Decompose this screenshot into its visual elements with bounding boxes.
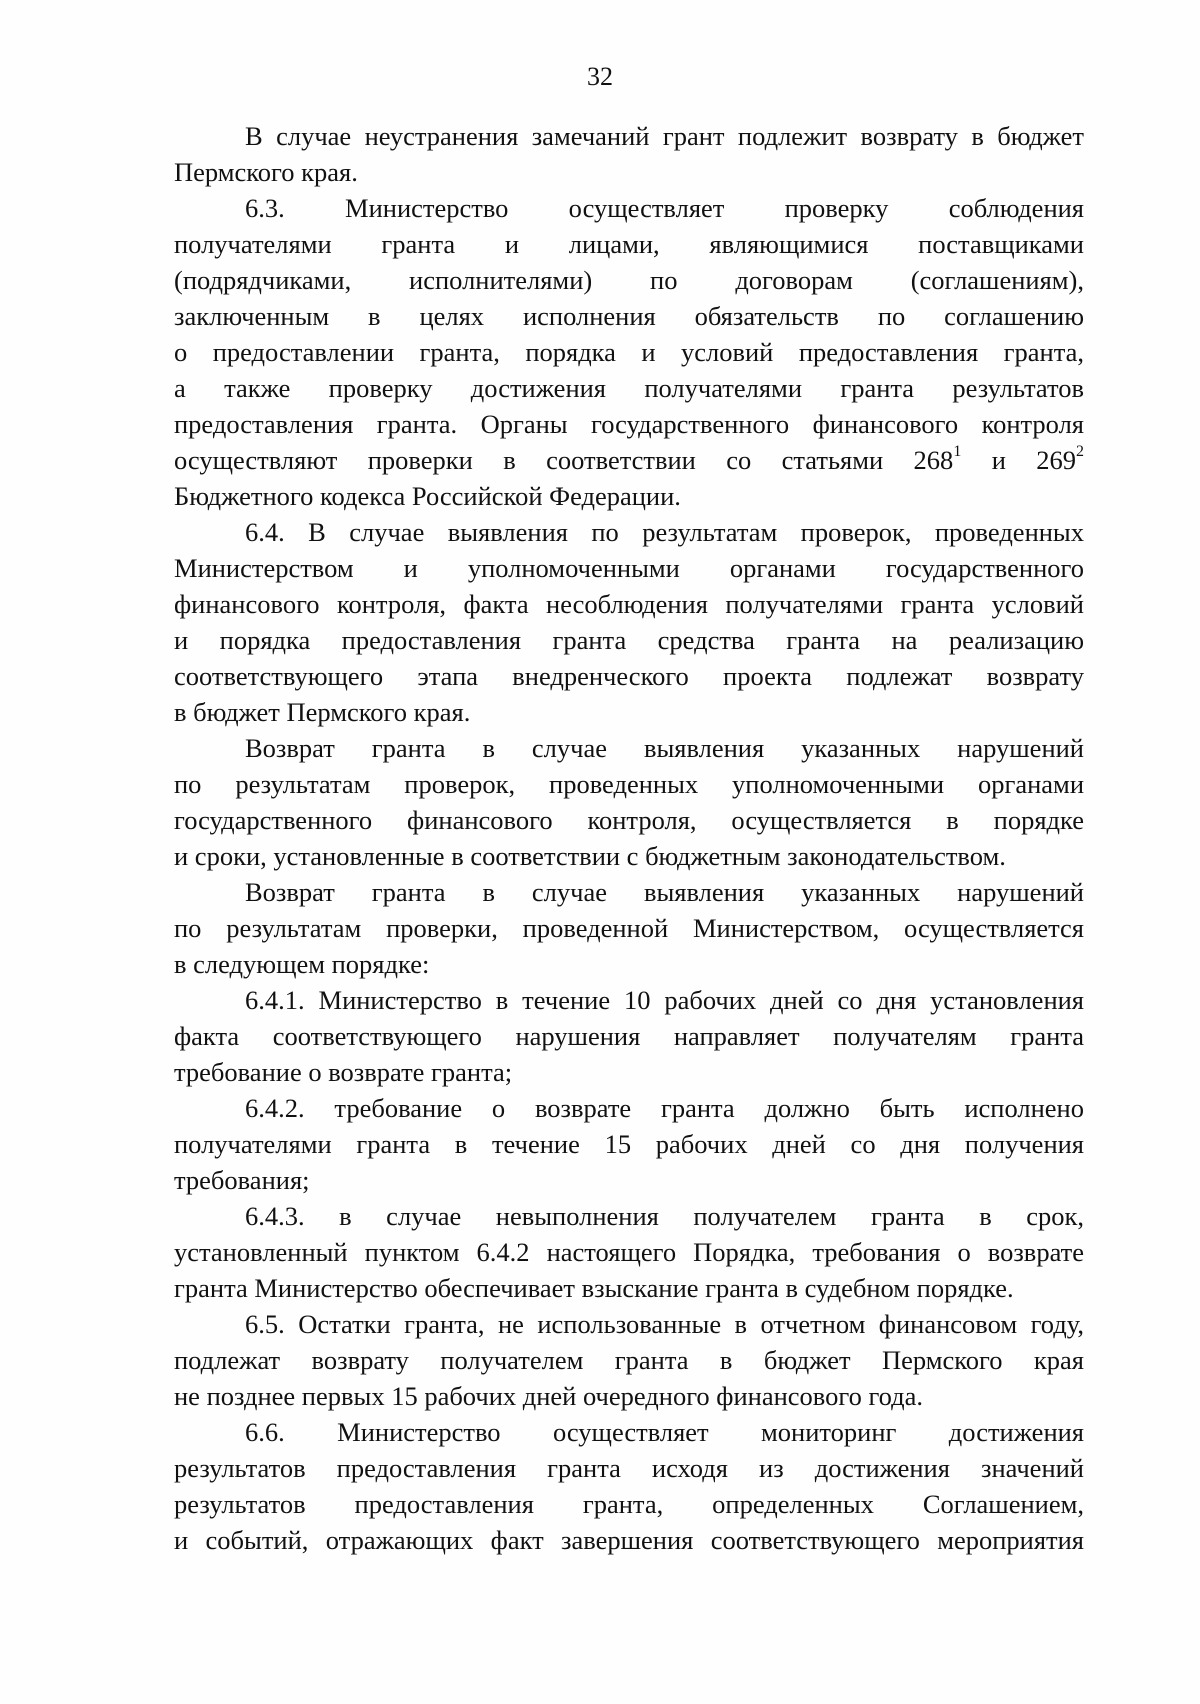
text-line-with-superscripts: [174, 442, 1084, 478]
text-line: по результатам проверок, проведенных уполномоченными органами: [174, 769, 1084, 799]
paragraph: [174, 730, 1084, 874]
paragraph: [174, 514, 1084, 730]
text-line: государственного финансового контроля, осуществляется в порядке: [174, 805, 1084, 835]
superscript: 2: [1076, 443, 1085, 461]
paragraph: [174, 874, 1084, 982]
text-line: результатов предоставления гранта, определенных Соглашением,: [174, 1489, 1084, 1519]
paragraph: [174, 1090, 1084, 1198]
text-line: требования;: [174, 1165, 310, 1195]
text-line: (подрядчиками, исполнителями) по договорам (соглашениям),: [174, 265, 1084, 295]
page-number: 32: [587, 62, 613, 91]
text-line: о предоставлении гранта, порядка и условий предоставления гранта,: [174, 337, 1084, 367]
text-line: Министерством и уполномоченными органами государственного: [174, 553, 1084, 583]
text-fragment: и 269: [961, 445, 1077, 475]
superscript: 1: [953, 443, 962, 461]
text-line: по результатам проверки, проведенной Министерством, осуществляется: [174, 913, 1084, 943]
text-line: Возврат гранта в случае выявления указанных нарушений: [245, 877, 1084, 907]
text-line: 6.4.1. Министерство в течение 10 рабочих дней со дня установления: [245, 985, 1084, 1015]
document-body: [174, 118, 1084, 1558]
paragraph: [174, 1414, 1084, 1558]
text-line: соответствующего этапа внедренческого проекта подлежат возврату: [174, 661, 1084, 691]
paragraph: [174, 982, 1084, 1090]
text-line: 6.4. В случае выявления по результатам проверок, проведенных: [245, 517, 1084, 547]
paragraph: [174, 190, 1084, 514]
text-line: в бюджет Пермского края.: [174, 697, 471, 727]
text-fragment: осуществляют проверки в соответствии со статьями 268: [174, 445, 954, 475]
text-line: а также проверку достижения получателями гранта результатов: [174, 373, 1084, 403]
text-line: 6.4.3. в случае невыполнения получателем гранта в срок,: [245, 1201, 1084, 1231]
text-line: Возврат гранта в случае выявления указанных нарушений: [245, 733, 1084, 763]
text-line: 6.4.2. требование о возврате гранта должно быть исполнено: [245, 1093, 1084, 1123]
text-line: факта соответствующего нарушения направляет получателям гранта: [174, 1021, 1084, 1051]
text-line: требование о возврате гранта;: [174, 1057, 513, 1087]
text-line: заключенным в целях исполнения обязательств по соглашению: [174, 301, 1084, 331]
text-line: В случае неустранения замечаний грант подлежит возврату в бюджет: [245, 121, 1084, 151]
paragraph: [174, 1306, 1084, 1414]
text-line: Бюджетного кодекса Российской Федерации.: [174, 481, 681, 511]
text-line: получателями гранта в течение 15 рабочих дней со дня получения: [174, 1129, 1084, 1159]
text-line: и событий, отражающих факт завершения соответствующего мероприятия: [174, 1525, 1084, 1555]
text-line: 6.5. Остатки гранта, не использованные в отчетном финансовом году,: [245, 1309, 1084, 1339]
text-line: предоставления гранта. Органы государственного финансового контроля: [174, 409, 1084, 439]
text-line: и порядка предоставления гранта средства гранта на реализацию: [174, 625, 1084, 655]
text-line: финансового контроля, факта несоблюдения получателями гранта условий: [174, 589, 1084, 619]
text-line: Пермского края.: [174, 157, 358, 187]
text-line: установленный пунктом 6.4.2 настоящего Порядка, требования о возврате: [174, 1237, 1084, 1267]
text-line: не позднее первых 15 рабочих дней очередного финансового года.: [174, 1381, 924, 1411]
text-line: получателями гранта и лицами, являющимися поставщиками: [174, 229, 1084, 259]
text-line: результатов предоставления гранта исходя из достижения значений: [174, 1453, 1084, 1483]
text-line: и сроки, установленные в соответствии с бюджетным законодательством.: [174, 841, 1006, 871]
text-line: гранта Министерство обеспечивает взыскание гранта в судебном порядке.: [174, 1273, 1014, 1303]
text-line: подлежат возврату получателем гранта в бюджет Пермского края: [174, 1345, 1084, 1375]
text-line: 6.3. Министерство осуществляет проверку соблюдения: [245, 193, 1084, 223]
paragraph: [174, 1198, 1084, 1306]
text-line: 6.6. Министерство осуществляет мониторинг достижения: [245, 1417, 1084, 1447]
paragraph: [174, 118, 1084, 190]
text-line: в следующем порядке:: [174, 949, 430, 979]
